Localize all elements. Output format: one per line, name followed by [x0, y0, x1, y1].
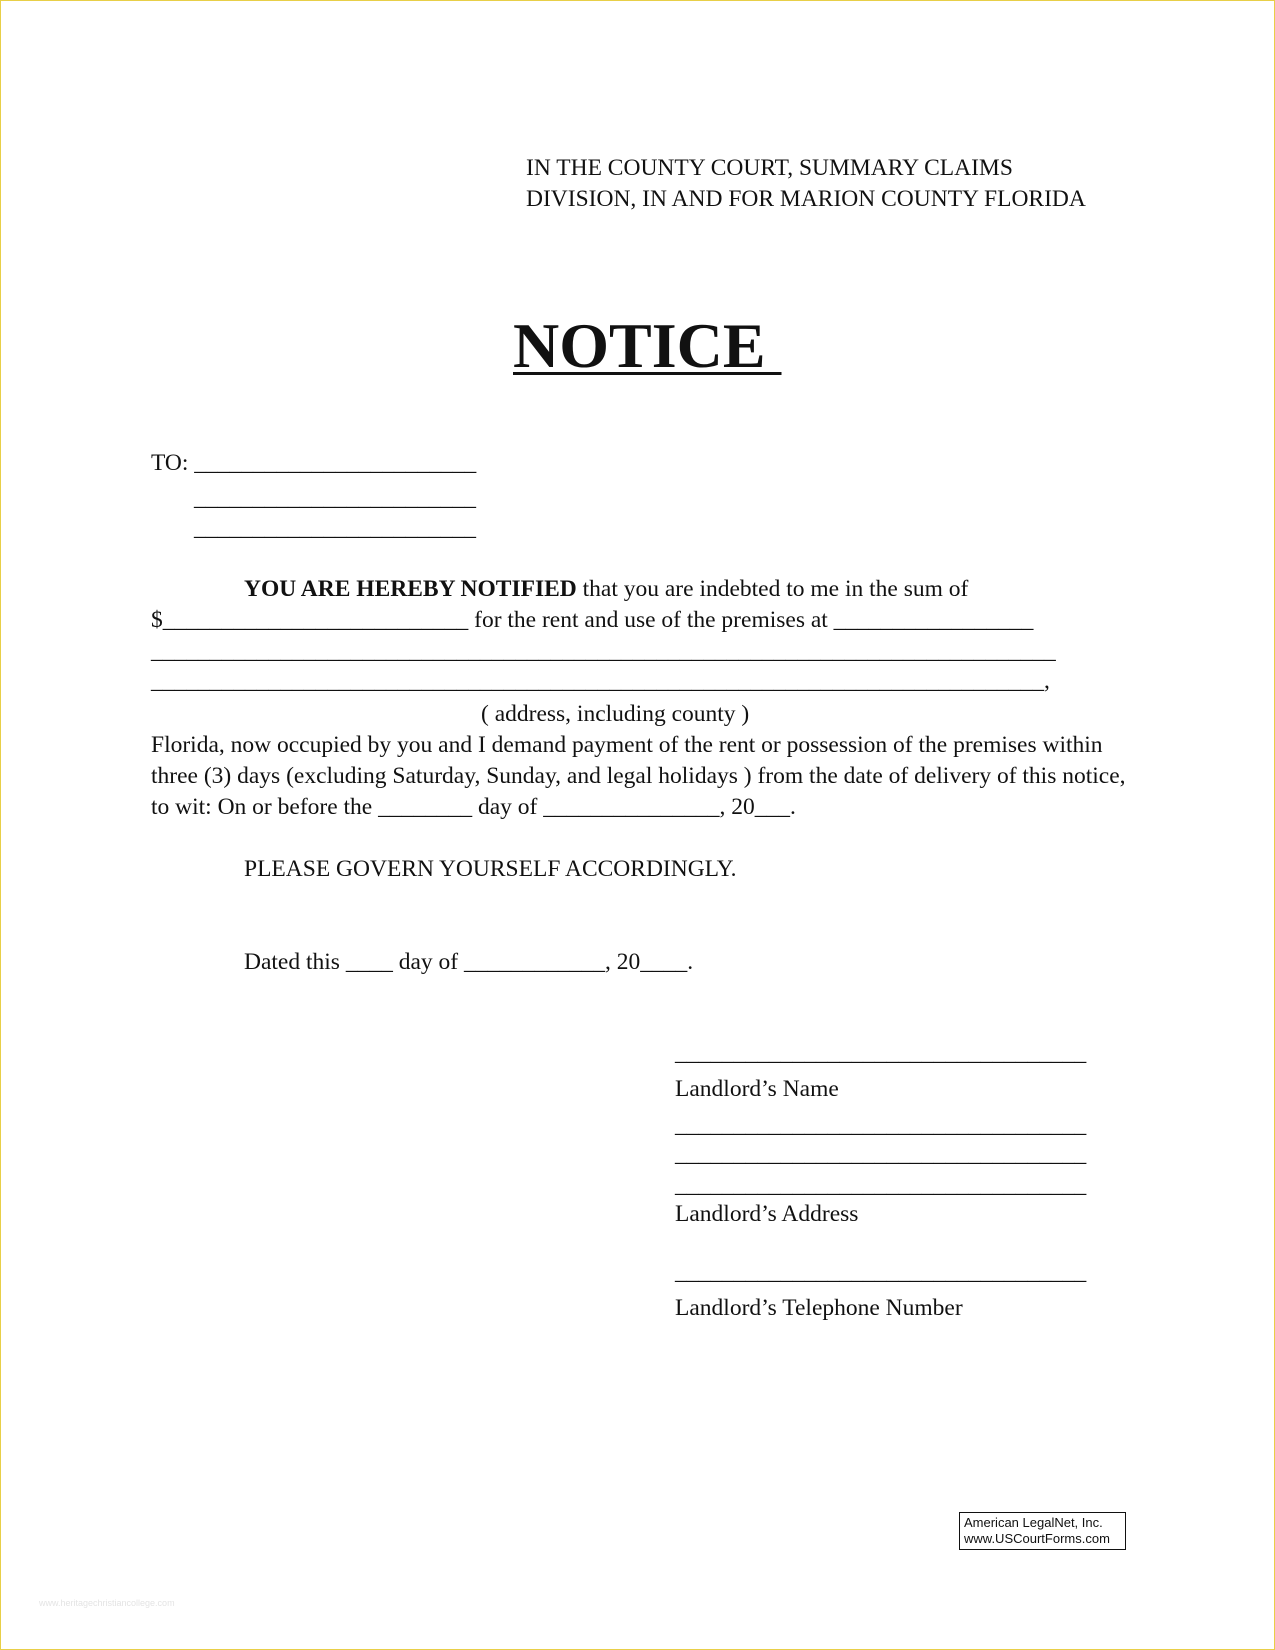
- to-line-2: ________________________: [194, 485, 476, 511]
- landlord-name-label: Landlord’s Name: [675, 1076, 839, 1102]
- notified-emphasis: YOU ARE HEREBY NOTIFIED: [244, 576, 577, 602]
- landlord-address-line-1: ___________________________________: [675, 1112, 1087, 1138]
- address-blank-line-2: ____________________________________________________________________________,: [151, 668, 1050, 694]
- to-line-3: ________________________: [194, 515, 476, 541]
- court-heading-line-2: DIVISION, IN AND FOR MARION COUNTY FLORIDA: [526, 186, 1086, 212]
- notified-sentence: [244, 578, 968, 602]
- landlord-phone-label: Landlord’s Telephone Number: [675, 1295, 963, 1321]
- address-caption: ( address, including county ): [481, 701, 750, 727]
- govern-statement: PLEASE GOVERN YOURSELF ACCORDINGLY.: [244, 856, 737, 882]
- landlord-name-signature-line: ___________________________________: [675, 1040, 1087, 1066]
- demand-line-2: three (3) days (excluding Saturday, Sunday, and legal holidays ) from the date of delivery of this notice,: [151, 763, 1126, 789]
- court-heading-line-1: IN THE COUNTY COURT, SUMMARY CLAIMS: [526, 155, 1013, 181]
- landlord-address-line-2: ___________________________________: [675, 1141, 1087, 1167]
- publisher-box: [959, 1512, 1126, 1550]
- demand-line-3: to wit: On or before the ________ day of _______________, 20___.: [151, 794, 796, 820]
- publisher-company: American LegalNet, Inc.: [964, 1515, 1103, 1530]
- notified-rest: that you are indebted to me in the sum of: [576, 576, 969, 602]
- publisher-website: www.USCourtForms.com: [964, 1531, 1110, 1546]
- dated-line: Dated this ____ day of ____________, 20____.: [244, 949, 694, 975]
- landlord-phone-line: ___________________________________: [675, 1259, 1087, 1285]
- address-blank-line-1: _____________________________________________________________________________: [151, 638, 1056, 664]
- demand-line-1: Florida, now occupied by you and I demand payment of the rent or possession of the premises within: [151, 732, 1103, 758]
- to-line-1: TO: ________________________: [151, 450, 477, 476]
- amount-and-premises-line: $__________________________ for the rent and use of the premises at _________________: [151, 607, 1034, 633]
- landlord-address-line-3: ___________________________________: [675, 1172, 1087, 1198]
- watermark: www.heritagechristiancollege.com: [39, 1598, 175, 1608]
- landlord-address-label: Landlord’s Address: [675, 1201, 859, 1227]
- notice-title: NOTICE: [513, 310, 782, 381]
